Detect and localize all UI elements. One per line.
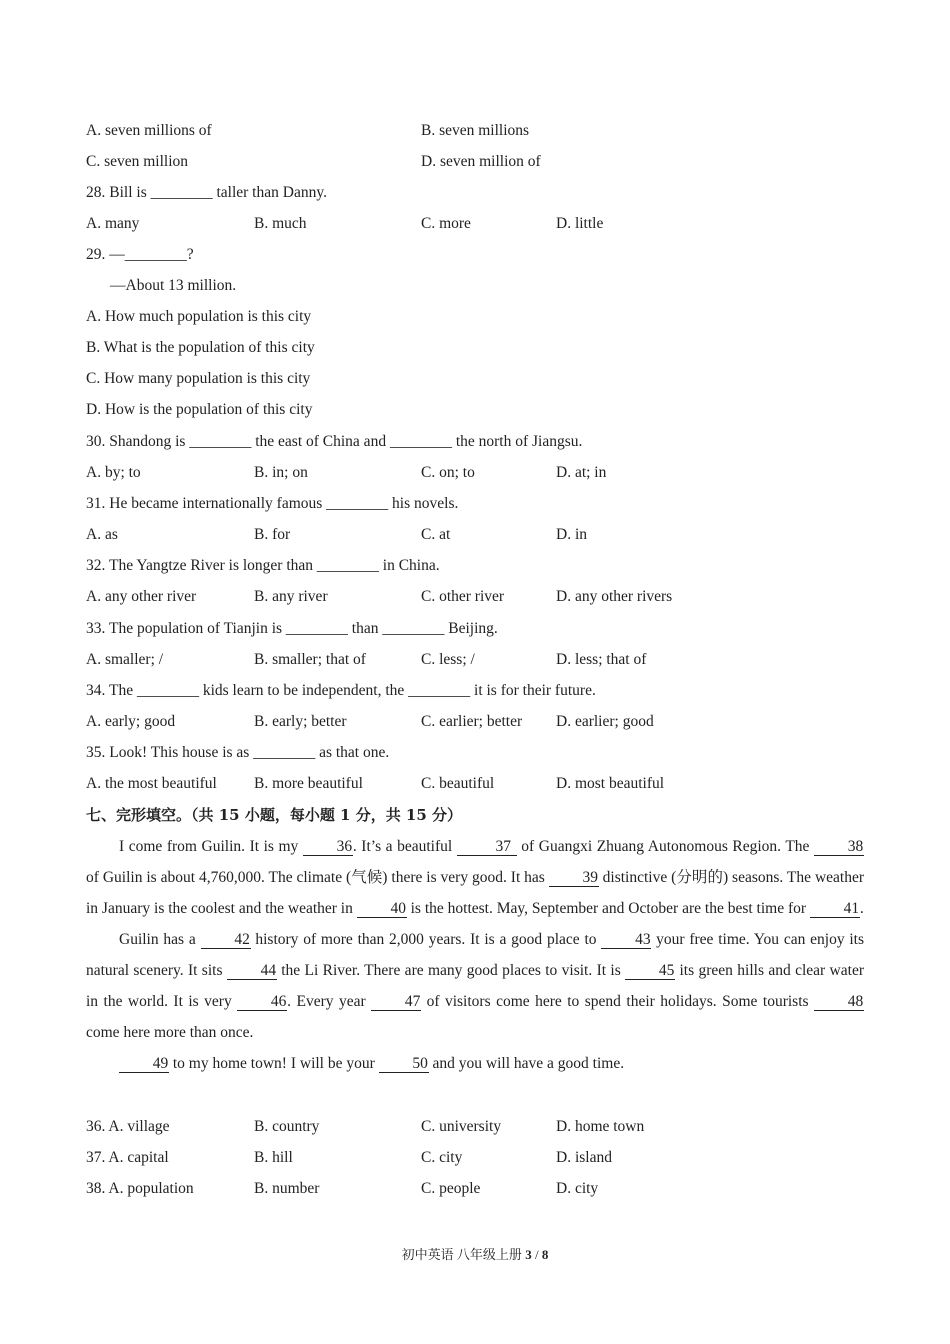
q29-option-b: B. What is the population of this city xyxy=(86,339,315,356)
q34-option-d: D. earlier; good xyxy=(556,713,654,730)
section-7-heading: 七、完形填空。（共 15 小题，每小题 1 分，共 15 分） xyxy=(86,806,463,824)
blank-43: 43 xyxy=(601,931,651,949)
blank-46: 46 xyxy=(237,993,287,1011)
q32-option-a: A. any other river xyxy=(86,588,197,605)
q28-stem: 28. Bill is ________ taller than Danny. xyxy=(86,184,327,201)
q38-option-a: 38. A. population xyxy=(86,1180,194,1197)
q32-option-d: D. any other rivers xyxy=(556,588,673,605)
q36-option-c: C. university xyxy=(421,1118,502,1135)
q33-stem: 33. The population of Tianjin is ________ than ________ Beijing. xyxy=(86,620,498,637)
blank-45: 45 xyxy=(625,962,675,980)
page-footer: 初中英语 八年级上册 3 / 8 xyxy=(401,1247,549,1262)
q28-option-d: D. little xyxy=(556,215,604,232)
q34-option-b: B. early; better xyxy=(254,713,347,730)
q27-option-d: D. seven million of xyxy=(421,153,541,170)
q34-option-a: A. early; good xyxy=(86,713,176,730)
blank-36: 36 xyxy=(303,838,353,856)
blank-47: 47 xyxy=(371,993,421,1011)
q31-option-c: C. at xyxy=(421,526,451,543)
q35-option-d: D. most beautiful xyxy=(556,775,665,792)
q32-stem: 32. The Yangtze River is longer than ________ in China. xyxy=(86,557,440,574)
q38-option-c: C. people xyxy=(421,1180,481,1197)
blank-41: 41 xyxy=(810,900,860,918)
q33-option-d: D. less; that of xyxy=(556,651,647,668)
q35-option-b: B. more beautiful xyxy=(254,775,363,792)
q30-option-a: A. by; to xyxy=(86,464,141,481)
q28-option-b: B. much xyxy=(254,215,307,232)
q37-option-b: B. hill xyxy=(254,1149,293,1166)
blank-39: 39 xyxy=(549,869,599,887)
q30-stem: 30. Shandong is ________ the east of China and ________ the north of Jiangsu. xyxy=(86,433,583,450)
q33-option-b: B. smaller; that of xyxy=(254,651,366,668)
blank-44: 44 xyxy=(227,962,277,980)
footer-page-number: 3 xyxy=(525,1247,532,1262)
q34-option-c: C. earlier; better xyxy=(421,713,523,730)
q33-option-a: A. smaller; / xyxy=(86,651,164,668)
cloze-passage xyxy=(86,831,864,1079)
blank-42: 42 xyxy=(201,931,251,949)
q36-option-a: 36. A. village xyxy=(86,1118,170,1135)
passage-paragraph-2: Guilin has a 42 history of more than 2,000 years. It is a good place to 43 your free time. You can enjoy its natural scenery. It sits 44 the Li River. There are many good places to visit. It is 45 its green hills and clear water in the world. It is very 46. Every year 47 of visitors come here to spend their holidays. Some tourists 48 come here more than once. xyxy=(86,931,865,1041)
blank-40: 40 xyxy=(357,900,407,918)
q38-option-b: B. number xyxy=(254,1180,320,1197)
q32-option-c: C. other river xyxy=(421,588,505,605)
q37-option-c: C. city xyxy=(421,1149,463,1166)
blank-38: 38 xyxy=(814,838,864,856)
q30-option-d: D. at; in xyxy=(556,464,607,481)
blank-49: 49 xyxy=(119,1055,169,1073)
q28-option-c: C. more xyxy=(421,215,471,232)
q31-option-b: B. for xyxy=(254,526,291,543)
blank-50: 50 xyxy=(379,1055,429,1073)
q29-stem: 29. —________? xyxy=(86,246,194,263)
q31-stem: 31. He became internationally famous ________ his novels. xyxy=(86,495,459,512)
q27-option-c: C. seven million xyxy=(86,153,189,170)
q32-option-b: B. any river xyxy=(254,588,328,605)
q29-option-c: C. How many population is this city xyxy=(86,370,311,387)
q33-option-c: C. less; / xyxy=(421,651,475,668)
passage-paragraph-3: 49 to my home town! I will be your 50 and you will have a good time. xyxy=(86,1048,864,1079)
q37-option-d: D. island xyxy=(556,1149,612,1166)
q27-option-a: A. seven millions of xyxy=(86,122,212,139)
q31-option-a: A. as xyxy=(86,526,118,543)
q30-option-c: C. on; to xyxy=(421,464,475,481)
q36-option-b: B. country xyxy=(254,1118,320,1135)
q36-option-d: D. home town xyxy=(556,1118,645,1135)
blank-48: 48 xyxy=(814,993,864,1011)
q35-stem: 35. Look! This house is as ________ as that one. xyxy=(86,744,390,761)
q30-option-b: B. in; on xyxy=(254,464,308,481)
q27-option-b: B. seven millions xyxy=(421,122,530,139)
passage-paragraph-1: I come from Guilin. It is my 36. It’s a beautiful 37 of Guangxi Zhuang Autonomous Region. The 38 of Guilin is about 4,760,000. The climate (气候) there is very good. It has 39 distinctive (分明的) seasons. The weather in January is the coolest and the weather in 40 is the hottest. May, September and October are the best time for 41. xyxy=(86,838,864,917)
q28-option-a: A. many xyxy=(86,215,140,232)
q35-option-a: A. the most beautiful xyxy=(86,775,217,792)
q29-option-a: A. How much population is this city xyxy=(86,308,312,325)
q29-option-d: D. How is the population of this city xyxy=(86,401,313,418)
q34-stem: 34. The ________ kids learn to be independent, the ________ it is for their future. xyxy=(86,682,596,699)
footer-subject: 初中英语 八年级上册 xyxy=(401,1247,526,1262)
q38-option-d: D. city xyxy=(556,1180,599,1197)
footer-page-total: 8 xyxy=(541,1247,549,1262)
q31-option-d: D. in xyxy=(556,526,587,543)
q35-option-c: C. beautiful xyxy=(421,775,495,792)
q37-option-a: 37. A. capital xyxy=(86,1149,169,1166)
q29-reply: —About 13 million. xyxy=(110,277,237,294)
blank-37: 37 xyxy=(457,838,517,856)
